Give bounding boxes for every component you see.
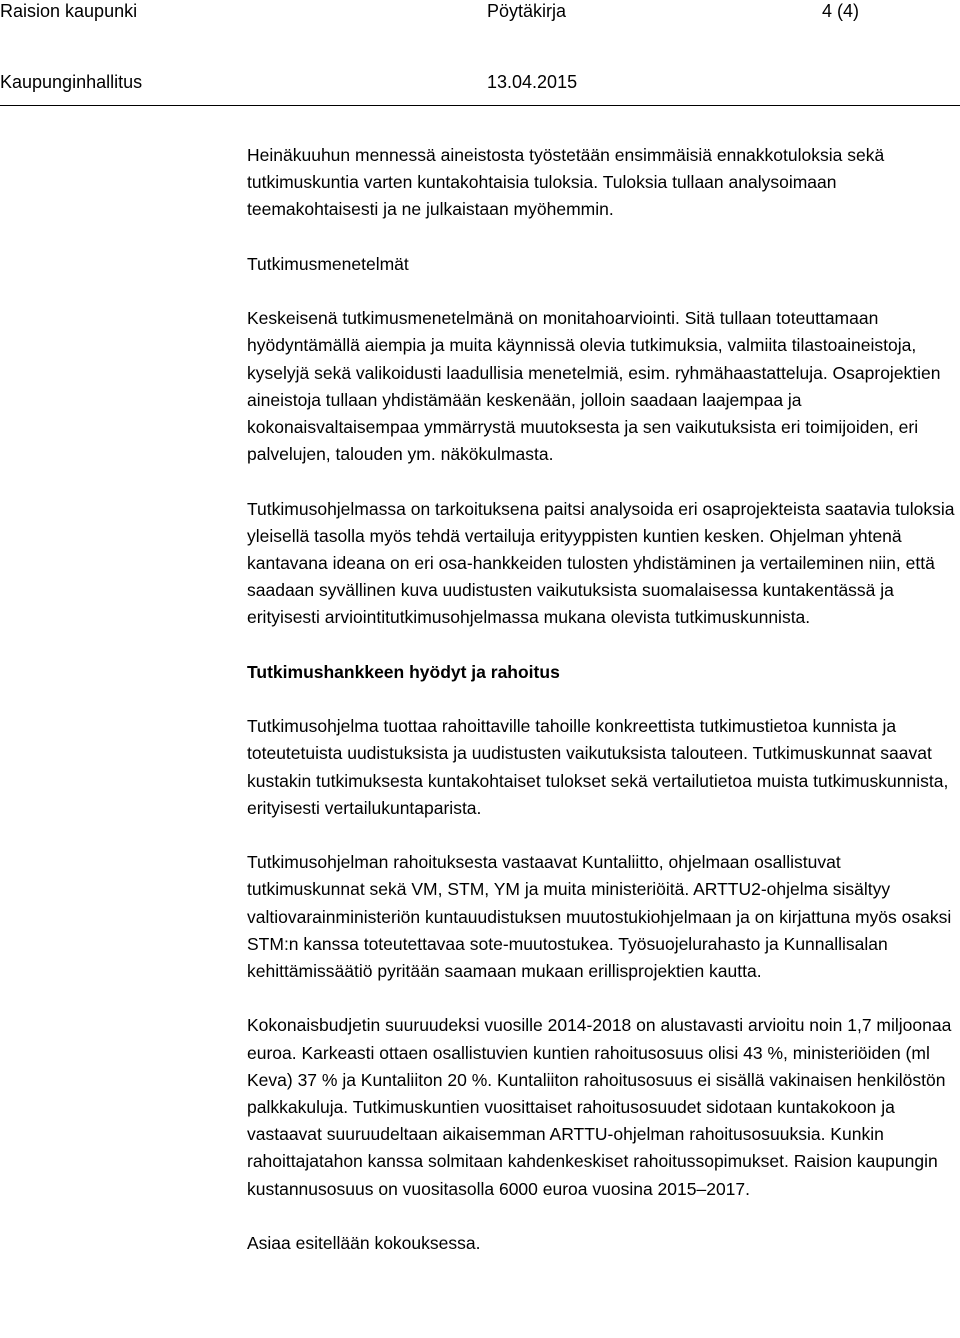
paragraph-closing: Asiaa esitellään kokouksessa.: [247, 1233, 481, 1253]
page-number: 4 (4): [822, 1, 860, 21]
document-type: Pöytäkirja: [487, 1, 567, 21]
paragraph-preliminary-results: Heinäkuuhun mennessä aineistosta työstetään ensimmäisiä ennakkotuloksia sekä tutkimuskuntia varten kuntakohtaisia tuloksia. Tuloksia tullaan analysoimaan teemakohtaisesti ja ne julkaistaan myöhemmin.: [247, 145, 885, 220]
paragraph-program-goals: Tutkimusohjelmassa on tarkoituksena paitsi analysoida eri osaprojekteista saatavia tuloksia yleisellä tasolla myös tehdä vertailuja erityyppisten kuntien kesken. Ohjelman yhtenä kantavana ideana on eri osa-hankkeiden tulosten yhdistäminen ja vertaileminen niin, että saadaan syvällinen kuva uudistusten vaikutuksista suomalaisessa kuntakentässä ja erityisesti arviointitutkimusohjelmassa mukana olevista tutkimuskunnista.: [247, 498, 955, 628]
organization-name: Raision kaupunki: [0, 1, 138, 21]
header-divider: [0, 105, 960, 106]
document-header: [0, 0, 960, 110]
paragraph-budget: Kokonaisbudjetin suuruudeksi vuosille 2014-2018 on alustavasti arvioitu noin 1,7 miljoonaa euroa. Karkeasti ottaen osallistuvien kuntien rahoitusosuus olisi 43 %, ministeriöiden (ml Keva) 37 % ja Kuntaliiton 20 %. Kuntaliiton rahoitusosuus ei sisällä vakinaisen henkilöstön palkkakuluja. Tutkimuskuntien vuosittaiset rahoitusosuudet sidotaan kuntakokoon ja vastaavat suuruudeltaan aikaisemman ARTTU-ohjelman rahoitusosuuksia. Kunkin rahoittajatahon kanssa solmitaan kahdenkeskiset rahoitussopimukset. Raision kaupungin kustannusosuus on vuositasolla 6000 euroa vuosina 2015–2017.: [247, 1015, 952, 1199]
paragraph-methods: Keskeisenä tutkimusmenetelmänä on monitahoarviointi. Sitä tullaan toteuttamaan hyödyntämällä aiempia ja muita käynnissä olevia tutkimuksia, valmiita tilastoaineistoja, kyselyjä sekä valikoidusti laadullisia menetelmiä, esim. ryhmähaastatteluja. Osaprojektien aineistoja tullaan yhdistämään keskenään, jolloin saadaan laajempaa ja kokonaisvaltaisempaa ymmärrystä muutoksesta ja sen vaikutuksista eri toimijoiden, eri palvelujen, talouden ym. näkökulmasta.: [247, 308, 941, 465]
heading-benefits-funding: Tutkimushankkeen hyödyt ja rahoitus: [247, 661, 560, 682]
document-body: [247, 142, 960, 1257]
meeting-date: 13.04.2015: [487, 72, 578, 92]
paragraph-benefits: Tutkimusohjelma tuottaa rahoittaville tahoille konkreettista tutkimustietoa kunnista ja toteutetuista uudistuksista ja uudistusten vaikutuksista talouteen. Tutkimuskunnat saavat kustakin tutkimuksesta kuntakohtaiset tulokset sekä vertailutietoa muista tutkimuskunnista, erityisesti vertailukuntaparista.: [247, 716, 949, 818]
governing-body: Kaupunginhallitus: [0, 72, 143, 92]
heading-research-methods: Tutkimusmenetelmät: [247, 253, 409, 274]
paragraph-funding-sources: Tutkimusohjelman rahoituksesta vastaavat Kuntaliitto, ohjelmaan osallistuvat tutkimuskunnat sekä VM, STM, YM ja muita ministeriöitä. ARTTU2-ohjelma sisältyy valtiovarainministeriön kuntauudistuksen muutostukiohjelmaan ja on kirjattuna myös osaksi STM:n kanssa toteutettavaa sote-muutostukea. Työsuojelurahasto ja Kunnallisalan kehittämissäätiö pyritään saamaan mukaan erillisprojektien kautta.: [247, 852, 952, 981]
